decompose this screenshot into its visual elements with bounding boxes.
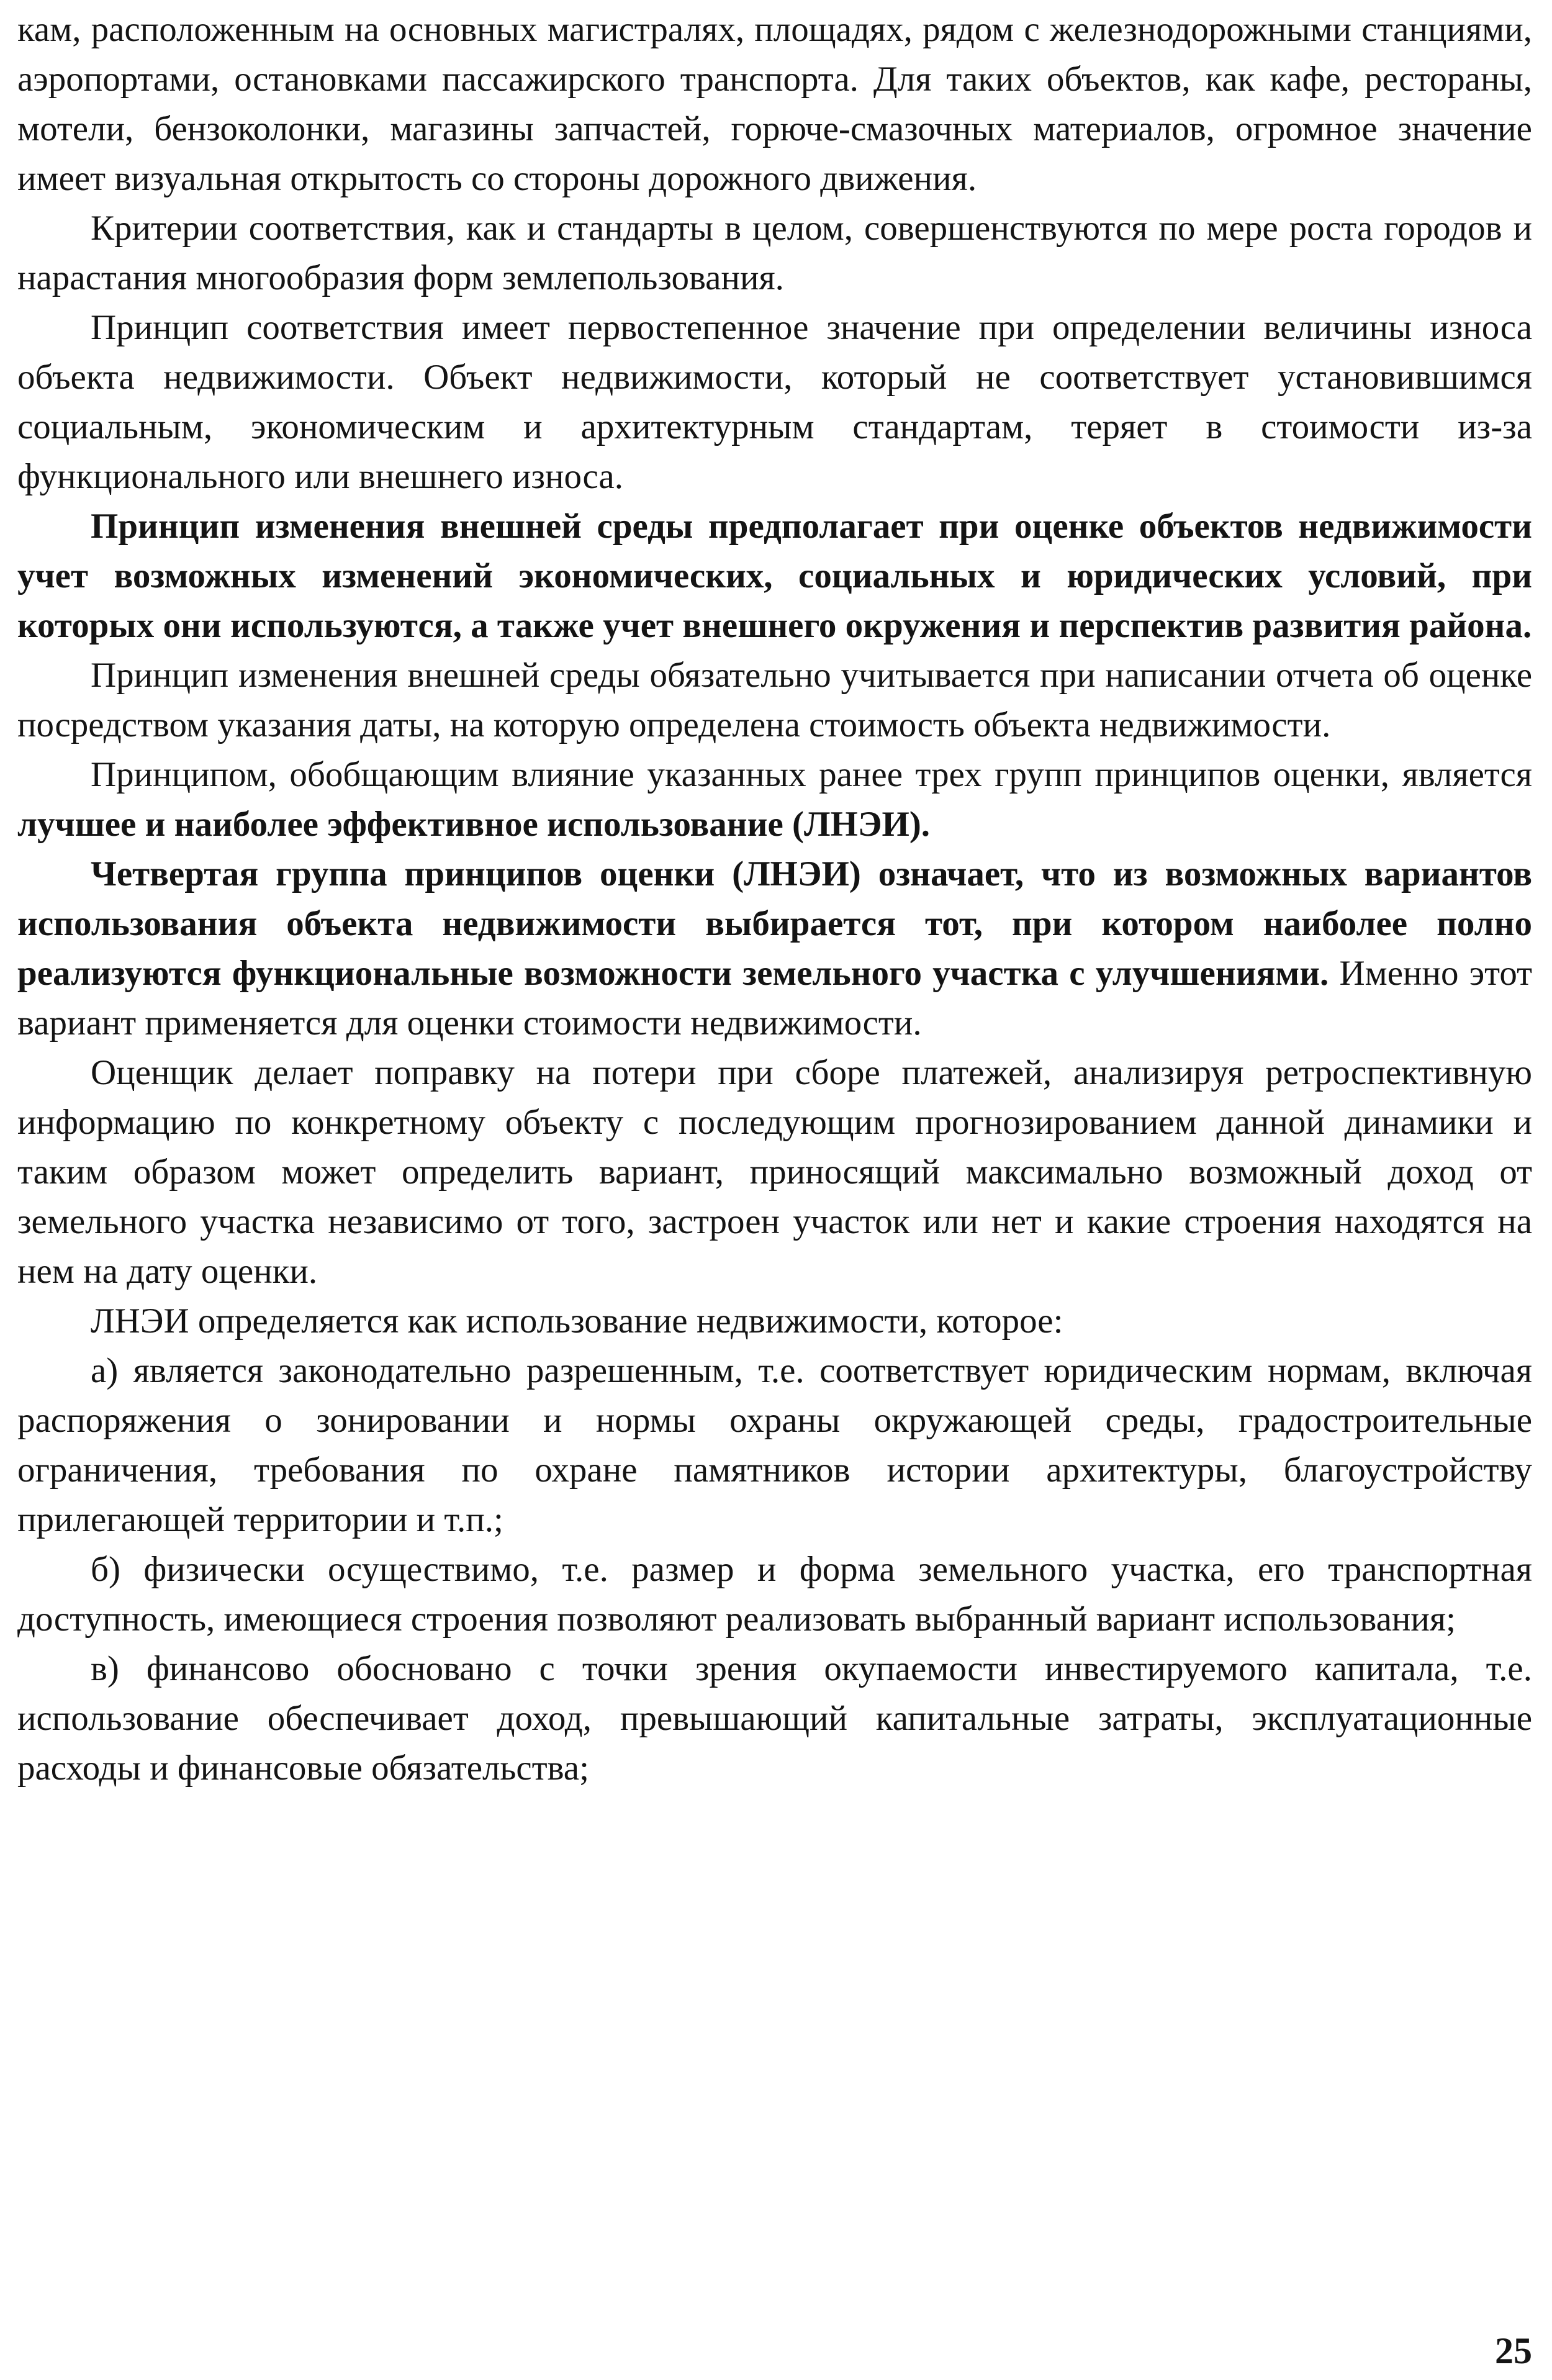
paragraph-7	[17, 849, 1532, 1048]
list-item-c: в) финансово обосновано с точки зрения окупаемости инвестируемого капитала, т.е. использование обеспечивает доход, превышающий капитальные затраты, эксплуатационные расходы и финансовые обязательства;	[17, 1649, 1532, 1788]
paragraph-3: Принцип соответствия имеет первостепенное значение при определении величины износа объекта недвижимости. Объект недвижимости, который не соответствует установившимся социальным, экономическим и архитектурным стандартам, теряет в стоимости из-за функционального или внешнего износа.	[17, 308, 1532, 496]
document-page	[17, 5, 1532, 2302]
page-number: 25	[1495, 2330, 1532, 2371]
paragraph-4-bold: Принцип изменения внешней среды предполагает при оценке объектов недвижимости учет возможных изменений экономических, социальных и юридических условий, при которых они используются, а также учет внешнего окружения и перспектив развития района.	[17, 507, 1532, 645]
paragraph-2: Критерии соответствия, как и стандарты в целом, совершенствуются по мере роста городов и нарастания многообразия форм землепользования.	[17, 209, 1532, 297]
paragraph-8: Оценщик делает поправку на потери при сборе платежей, анализируя ретроспективную информацию по конкретному объекту с последующим прогнозированием данной динамики и таким образом может определить вариант, приносящий максимально возможный доход от земельного участка независимо от того, застроен участок или нет и какие строения находятся на нем на дату оценки.	[17, 1053, 1532, 1291]
paragraph-5: Принцип изменения внешней среды обязательно учитывается при написании отчета об оценке посредством указания даты, на которую определена стоимость объекта недвижимости.	[17, 656, 1532, 744]
paragraph-1: кам, расположенным на основных магистралях, площадях, рядом с железнодорожными станциями, аэропортами, остановками пассажирского транспорта. Для таких объектов, как кафе, рестораны, мотели, бензоколонки, магазины запчастей, горюче-смазочных материалов, огромное значение имеет визуальная открытость со стороны дорожного движения.	[17, 10, 1532, 198]
paragraph-7-text: Именно этот вариант применяется для оценки стоимости недвижимости.	[17, 954, 1532, 1043]
paragraph-6-text: Принципом, обобщающим влияние указанных ранее трех групп принципов оценки, является	[91, 755, 1532, 794]
paragraph-6-bold-term: лучшее и наиболее эффективное использование (ЛНЭИ).	[17, 805, 931, 844]
paragraph-9: ЛНЭИ определяется как использование недвижимости, которое:	[91, 1301, 1063, 1341]
paragraph-6	[17, 750, 1532, 849]
paragraph-7-bold-definition: Четвертая группа принципов оценки (ЛНЭИ) означает, что из возможных вариантов использования объекта недвижимости выбирается тот, при котором наиболее полно реализуются функциональные возможности земельного участка с улучшениями.	[17, 854, 1532, 993]
list-item-a: а) является законодательно разрешенным, т.е. соответствует юридическим нормам, включая распоряжения о зонировании и нормы охраны окружающей среды, градостроительные ограничения, требования по охране памятников истории архитектуры, благоустройству прилегающей территории и т.п.;	[17, 1351, 1532, 1539]
list-item-b: б) физически осуществимо, т.е. размер и форма земельного участка, его транспортная доступность, имеющиеся строения позволяют реализовать выбранный вариант использования;	[17, 1550, 1532, 1639]
